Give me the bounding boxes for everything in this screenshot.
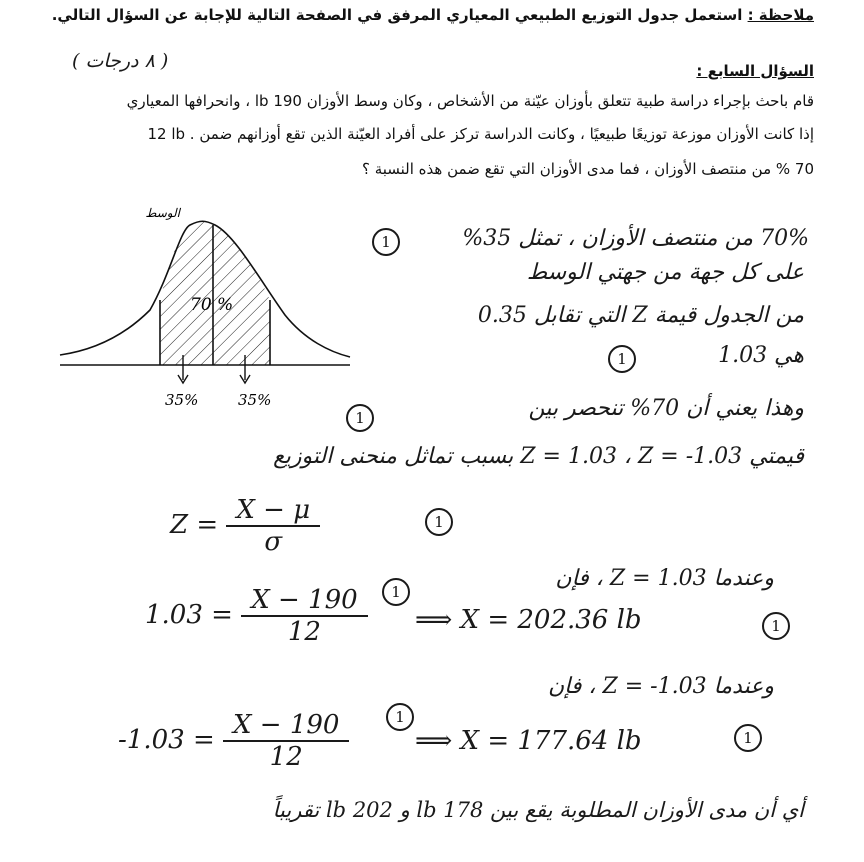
solution-line-5: وهذا يعني أن 70% تنحصر بين bbox=[528, 396, 804, 421]
solution-line-3: من الجدول قيمة Z التي تقابل 0.35 bbox=[477, 303, 804, 328]
note-text: استعمل جدول التوزيع الطبيعي المعياري المرفق في الصفحة التالية للإجابة عن السؤال التالي. bbox=[51, 6, 748, 24]
mark-circle: 1 bbox=[762, 612, 790, 640]
positive-result: ⟹ X = 202.36 lb bbox=[415, 605, 642, 635]
positive-lhs: 1.03 = bbox=[145, 600, 233, 630]
normal-curve-diagram bbox=[55, 205, 355, 415]
question-title: السؤال السابع : bbox=[696, 62, 814, 80]
mark-circle: 1 bbox=[346, 404, 374, 432]
positive-equation bbox=[145, 585, 368, 647]
left-pct: 35% bbox=[165, 391, 199, 409]
conclusion: أي أن مدى الأوزان المطلوبة يقع بين 178 lb و 202 lb تقريباً bbox=[272, 798, 804, 822]
question-line-3: 70 % من منتصف الأوزان ، فما مدى الأوزان التي تقع ضمن هذه النسبة ؟ bbox=[361, 160, 814, 178]
z-formula bbox=[170, 495, 320, 557]
note-line bbox=[52, 6, 814, 24]
when-positive: وعندما Z = 1.03 ، فإن bbox=[555, 566, 774, 591]
negative-equation bbox=[118, 710, 349, 772]
right-pct: 35% bbox=[238, 391, 272, 409]
negative-num: X − 190 bbox=[223, 710, 349, 742]
solution-line-6: قيمتي Z = 1.03 ، Z = -1.03 بسبب تماثل منحنى التوزيع bbox=[273, 444, 804, 469]
note-label: ملاحظة : bbox=[747, 6, 814, 24]
mark-circle: 1 bbox=[608, 345, 636, 373]
negative-fraction bbox=[223, 710, 349, 772]
mark-circle: 1 bbox=[382, 578, 410, 606]
z-formula-lhs: Z = bbox=[170, 510, 219, 540]
area-label: 70 % bbox=[190, 295, 234, 315]
mean-label: الوسط bbox=[145, 206, 180, 220]
negative-lhs: -1.03 = bbox=[118, 725, 215, 755]
mark-circle: 1 bbox=[425, 508, 453, 536]
positive-num: X − 190 bbox=[241, 585, 367, 617]
question-line-2: 12 lb . إذا كانت الأوزان موزعة توزيعًا طبيعيًا ، وكانت الدراسة تركز على أفراد العيّنة الذين تقع أوزانهم ضمن bbox=[147, 125, 814, 143]
mark-circle: 1 bbox=[386, 703, 414, 731]
solution-line-2: على كل جهة من جهتي الوسط bbox=[526, 260, 804, 285]
shaded-area bbox=[160, 221, 270, 365]
when-negative: وعندما Z = -1.03 ، فإن bbox=[547, 674, 774, 699]
positive-fraction bbox=[241, 585, 367, 647]
z-formula-fraction bbox=[226, 495, 320, 557]
question-line-1: قام باحث بإجراء دراسة طبية تتعلق بأوزان عيّنة من الأشخاص ، وكان وسط الأوزان 190 lb ، وانحرافها المعياري bbox=[126, 92, 814, 110]
positive-den: 12 bbox=[287, 617, 321, 647]
z-formula-num: X − μ bbox=[226, 495, 320, 527]
negative-den: 12 bbox=[269, 742, 303, 772]
mark-circle: 1 bbox=[372, 228, 400, 256]
marks-label: ( ٨ درجات ) bbox=[72, 50, 169, 72]
solution-line-1: 70% من منتصف الأوزان ، تمثل 35% bbox=[462, 226, 809, 251]
mark-circle: 1 bbox=[734, 724, 762, 752]
negative-result: ⟹ X = 177.64 lb bbox=[415, 726, 642, 756]
solution-line-4: هي 1.03 bbox=[718, 343, 804, 368]
z-formula-den: σ bbox=[264, 527, 283, 557]
